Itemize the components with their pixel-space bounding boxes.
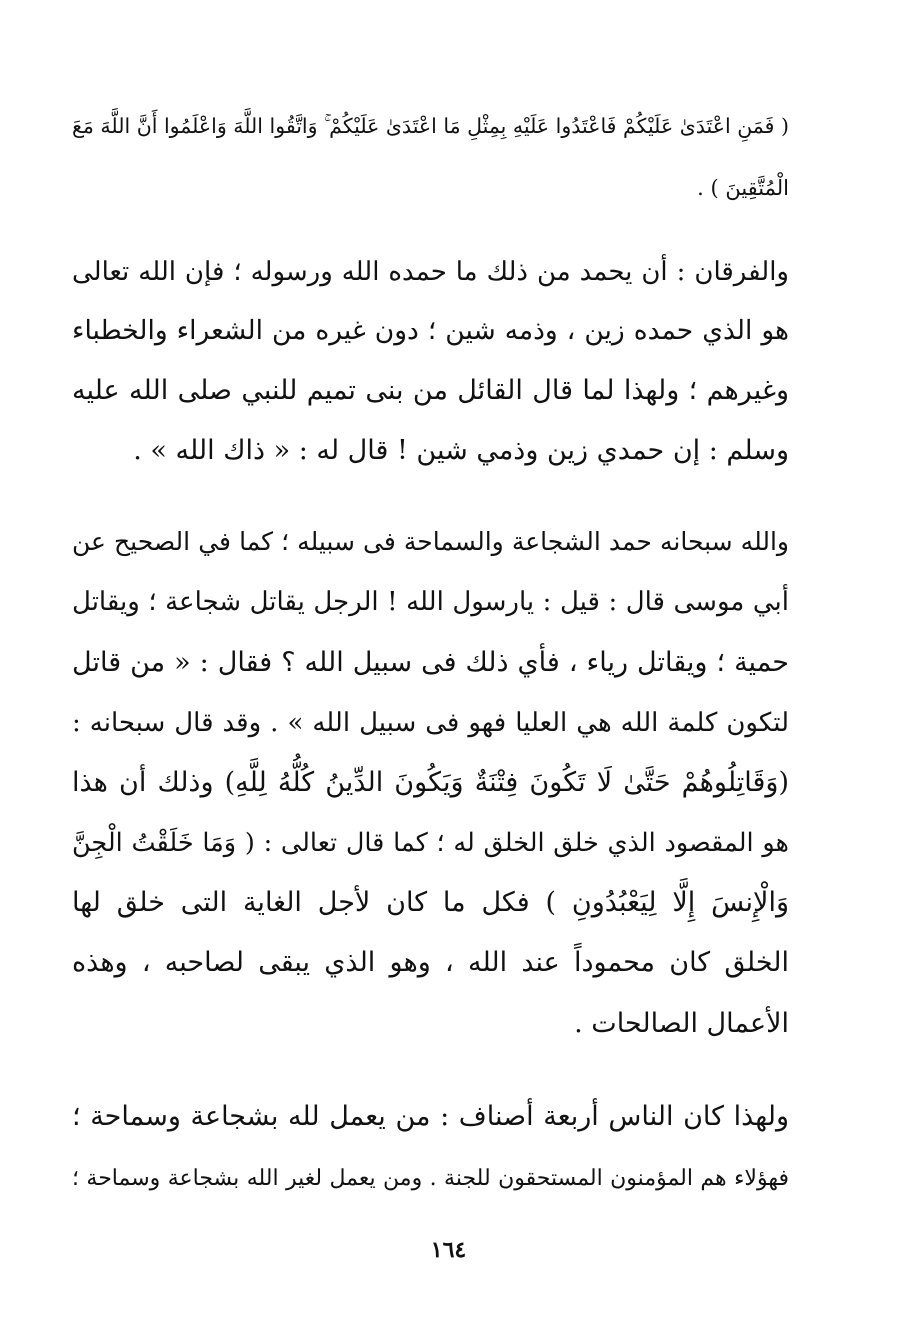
text-line: حمية ؛ ويقاتل رياء ، فأي ذلك فى سبيل الله ؟ فقال : « من قاتل [72,647,789,678]
text-line: هو المقصود الذي خلق الخلق له ؛ كما قال تعالى : ( وَمَا خَلَقْتُ الْجِنَّ [72,828,789,858]
text-line: والفرقان : أن يحمد من ذلك ما حمده الله ورسوله ؛ فإن الله تعالى [72,257,789,287]
text-line: هو الذي حمده زين ، وذمه شين ؛ دون غيره من الشعراء والخطباء [72,315,789,346]
text-line: (وَقَاتِلُوهُمْ حَتَّىٰ لَا تَكُونَ فِتْنَةٌ وَيَكُونَ الدِّينُ كُلُّهُ لِلَّهِ) وذلك أن هذا [72,767,789,798]
text-line: الخلق كان محموداً عند الله ، وهو الذي يبقى لصاحبه ، وهذه [72,947,789,978]
text-line: وَالْإِنسَ إِلَّا لِيَعْبُدُونِ ) فكل ما كان لأجل الغاية التى خلق لها [72,887,789,918]
text-line: والله سبحانه حمد الشجاعة والسماحة فى سبيله ؛ كما في الصحيح عن [72,527,789,556]
page-number: ١٦٤ [430,1237,467,1263]
text-line: الأعمال الصالحات . [574,1008,789,1039]
text-line: ولهذا كان الناس أربعة أصناف : من يعمل لله بشجاعة وسماحة ؛ [72,1101,789,1132]
verse-line: الْمُتَّقِينَ ) . [697,176,789,200]
text-line: أبي موسى قال : قيل : يارسول الله ! الرجل يقاتل شجاعة ؛ ويقاتل [72,587,789,617]
text-line: وسلم : إن حمدي زين وذمي شين ! قال له : « ذاك الله » . [133,435,789,466]
text-line: وغيرهم ؛ ولهذا لما قال القائل من بنى تميم للنبي صلى الله عليه [72,375,789,406]
text-line: فهؤلاء هم المؤمنون المستحقون للجنة . ومن يعمل لغير الله بشجاعة وسماحة ؛ [72,1166,789,1191]
verse-line: ( فَمَنِ اعْتَدَىٰ عَلَيْكُمْ فَاعْتَدُوا عَلَيْهِ بِمِثْلِ مَا اعْتَدَىٰ عَلَيْكُمْ ۚ وَاتَّقُوا اللَّهَ وَاعْلَمُوا أَنَّ اللَّهَ مَعَ [72,114,789,138]
text-line: لتكون كلمة الله هي العليا فهو فى سبيل الله » . وقد قال سبحانه : [72,708,789,738]
